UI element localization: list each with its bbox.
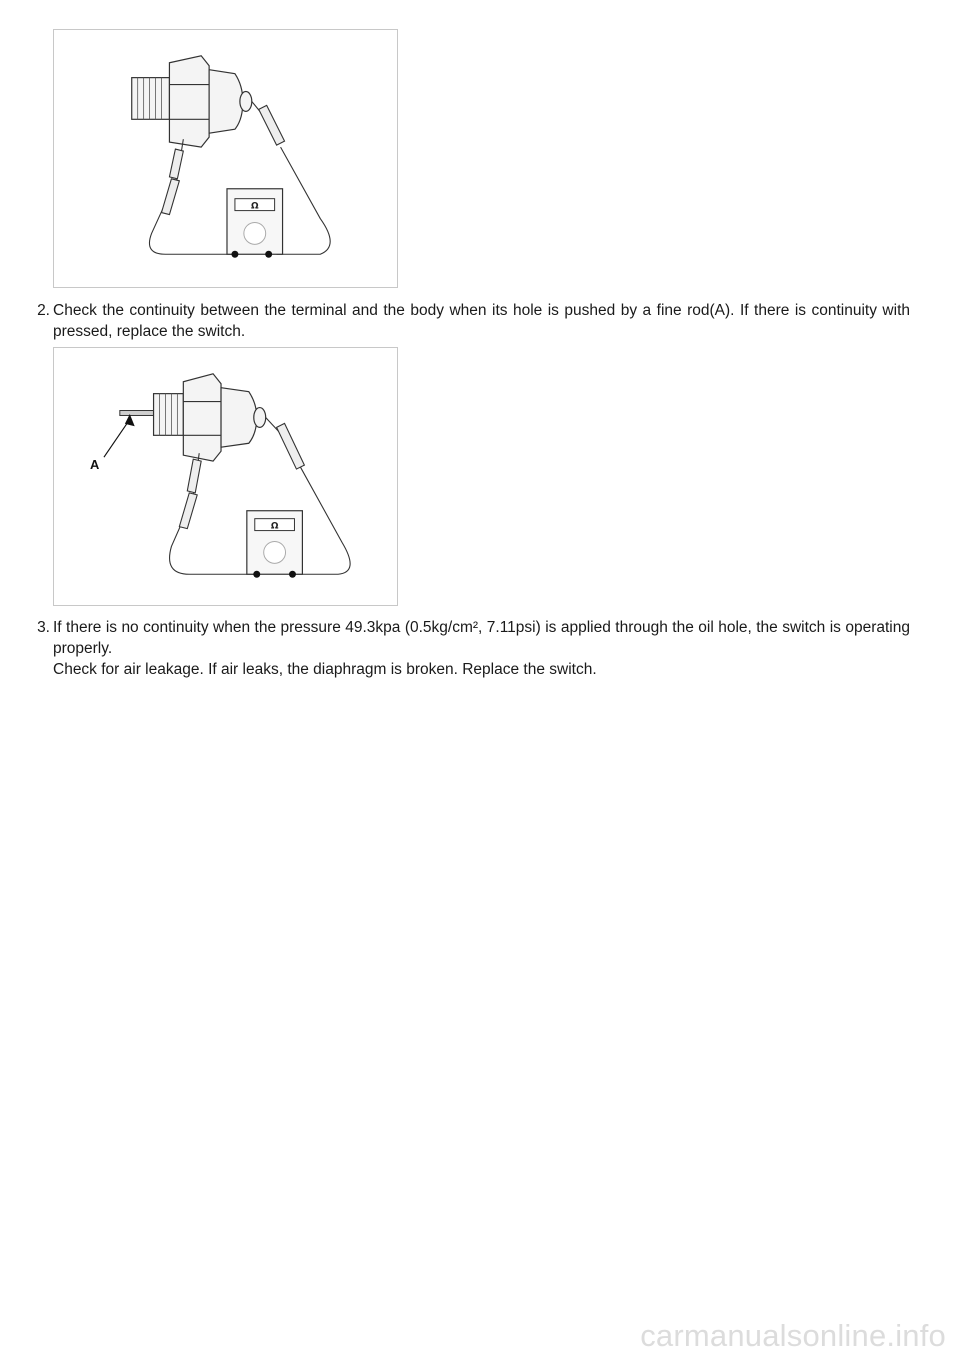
watermark: carmanualsonline.info: [640, 1318, 946, 1353]
ohmmeter-dial: [264, 541, 286, 563]
meter-terminal-left: [253, 571, 260, 578]
step-3: [20, 617, 910, 680]
meter-terminal-left: [231, 251, 238, 258]
meter-terminal-right: [265, 251, 272, 258]
step-text: Check for air leakage. If air leaks, the diaphragm is broken. Replace the switch.: [53, 661, 597, 678]
figure-fine-rod-check: [53, 347, 398, 606]
threaded-nipple: [154, 394, 184, 436]
step-number: 2.: [37, 302, 50, 319]
meter-terminal-right: [289, 571, 296, 578]
switch-terminal: [254, 408, 266, 428]
hex-nut: [183, 374, 221, 461]
step-2: [20, 300, 910, 342]
callout-label-a: A: [90, 457, 100, 473]
switch-rod-ohmmeter-illustration: [54, 348, 397, 605]
step-text: Check the continuity between the terminal and the body when its hole is pushed by a fine rod(A). If there is continuity with pressed, replace the switch.: [53, 302, 910, 340]
switch-body: [209, 70, 243, 134]
step-number: 3.: [37, 619, 50, 636]
switch-body: [221, 388, 257, 448]
switch-terminal: [240, 92, 252, 112]
switch-ohmmeter-illustration: [54, 30, 397, 287]
ohmmeter-dial: [244, 223, 266, 245]
step-text: If there is no continuity when the pressure 49.3kpa (0.5kg/cm², 7.11psi) is applied through the oil hole, the switch is operating properly.: [53, 619, 910, 657]
fine-rod: [120, 411, 154, 416]
figure-continuity-check: [53, 29, 398, 288]
ohm-symbol: Ω: [270, 521, 279, 532]
ohm-symbol: Ω: [250, 201, 259, 212]
hex-nut: [169, 56, 209, 147]
